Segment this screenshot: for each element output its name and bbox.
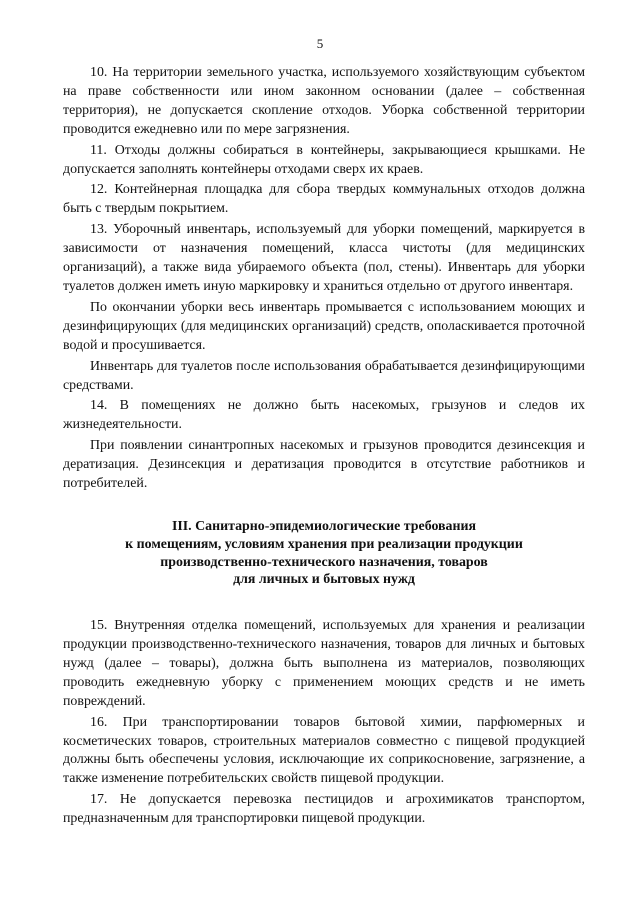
paragraph-15: 15. Внутренняя отделка помещений, используемых для хранения и реализации продукции производственно-технического назначения, товаров для личных и бытовых нужд (далее – товары), должна быть выполнена из материалов, позволяющих проводить ежедневную уборку с применением моющих средств и не иметь повреждений. [63, 618, 585, 709]
paragraph-13-toilet-inventory: Инвентарь для туалетов после использования обрабатывается дезинфицирующими средствами. [63, 358, 585, 393]
paragraph-14: 14. В помещениях не должно быть насекомых, грызунов и следов их жизнедеятельности. [63, 398, 585, 433]
section-heading-line-1: III. Санитарно-эпидемиологические требования [171, 518, 477, 534]
paragraph-13-cleaning: По окончании уборки весь инвентарь промывается с использованием моющих и дезинфицирующих (для медицинских организаций) средств, ополаскивается проточной водой и просушивается. [63, 299, 585, 353]
page-number: 5 [316, 36, 324, 51]
paragraph-10: 10. На территории земельного участка, используемого хозяйствующим субъектом на праве собственности или ином законном основании (далее – собственная территория), не допускается скопление отходов. Уборка собственной территории проводится ежедневно или по мере загрязнения. [63, 65, 585, 137]
section-heading-line-3: производственно-технического назначения, товаров [160, 554, 488, 570]
paragraph-11: 11. Отходы должны собираться в контейнеры, закрывающиеся крышками. Не допускается заполнять контейнеры отходами сверх их краев. [63, 142, 585, 177]
paragraph-14-pest-control: При появлении синантропных насекомых и грызунов проводится дезинсекция и дератизация. Дезинсекция и дератизация проводится в отсутствие работников и потребителей. [63, 438, 585, 492]
section-heading [63, 518, 585, 589]
paragraph-13: 13. Уборочный инвентарь, используемый для уборки помещений, маркируется в зависимости от назначения помещений, класса чистоты (для медицинских организаций), а также вида убираемого объекта (пол, стены). Инвентарь для уборки туалетов должен иметь иную маркировку и храниться отдельно от другого инвентаря. [63, 222, 585, 294]
paragraph-16: 16. При транспортировании товаров бытовой химии, парфюмерных и косметических товаров, строительных материалов совместно с пищевой продукцией должны быть обеспечены условия, исключающие их соприкосновение, загрязнение, а также изменение потребительских свойств пищевой продукции. [63, 714, 585, 787]
paragraph-17: 17. Не допускается перевозка пестицидов и агрохимикатов транспортом, предназначенным для транспортировки пищевой продукции. [63, 792, 585, 827]
section-heading-line-4: для личных и бытовых нужд [233, 572, 415, 588]
section-heading-line-2: к помещениям, условиям хранения при реализации продукции [125, 536, 523, 552]
document-body [63, 64, 585, 831]
paragraph-12: 12. Контейнерная площадка для сбора твердых коммунальных отходов должна быть с твердым покрытием. [63, 182, 585, 217]
